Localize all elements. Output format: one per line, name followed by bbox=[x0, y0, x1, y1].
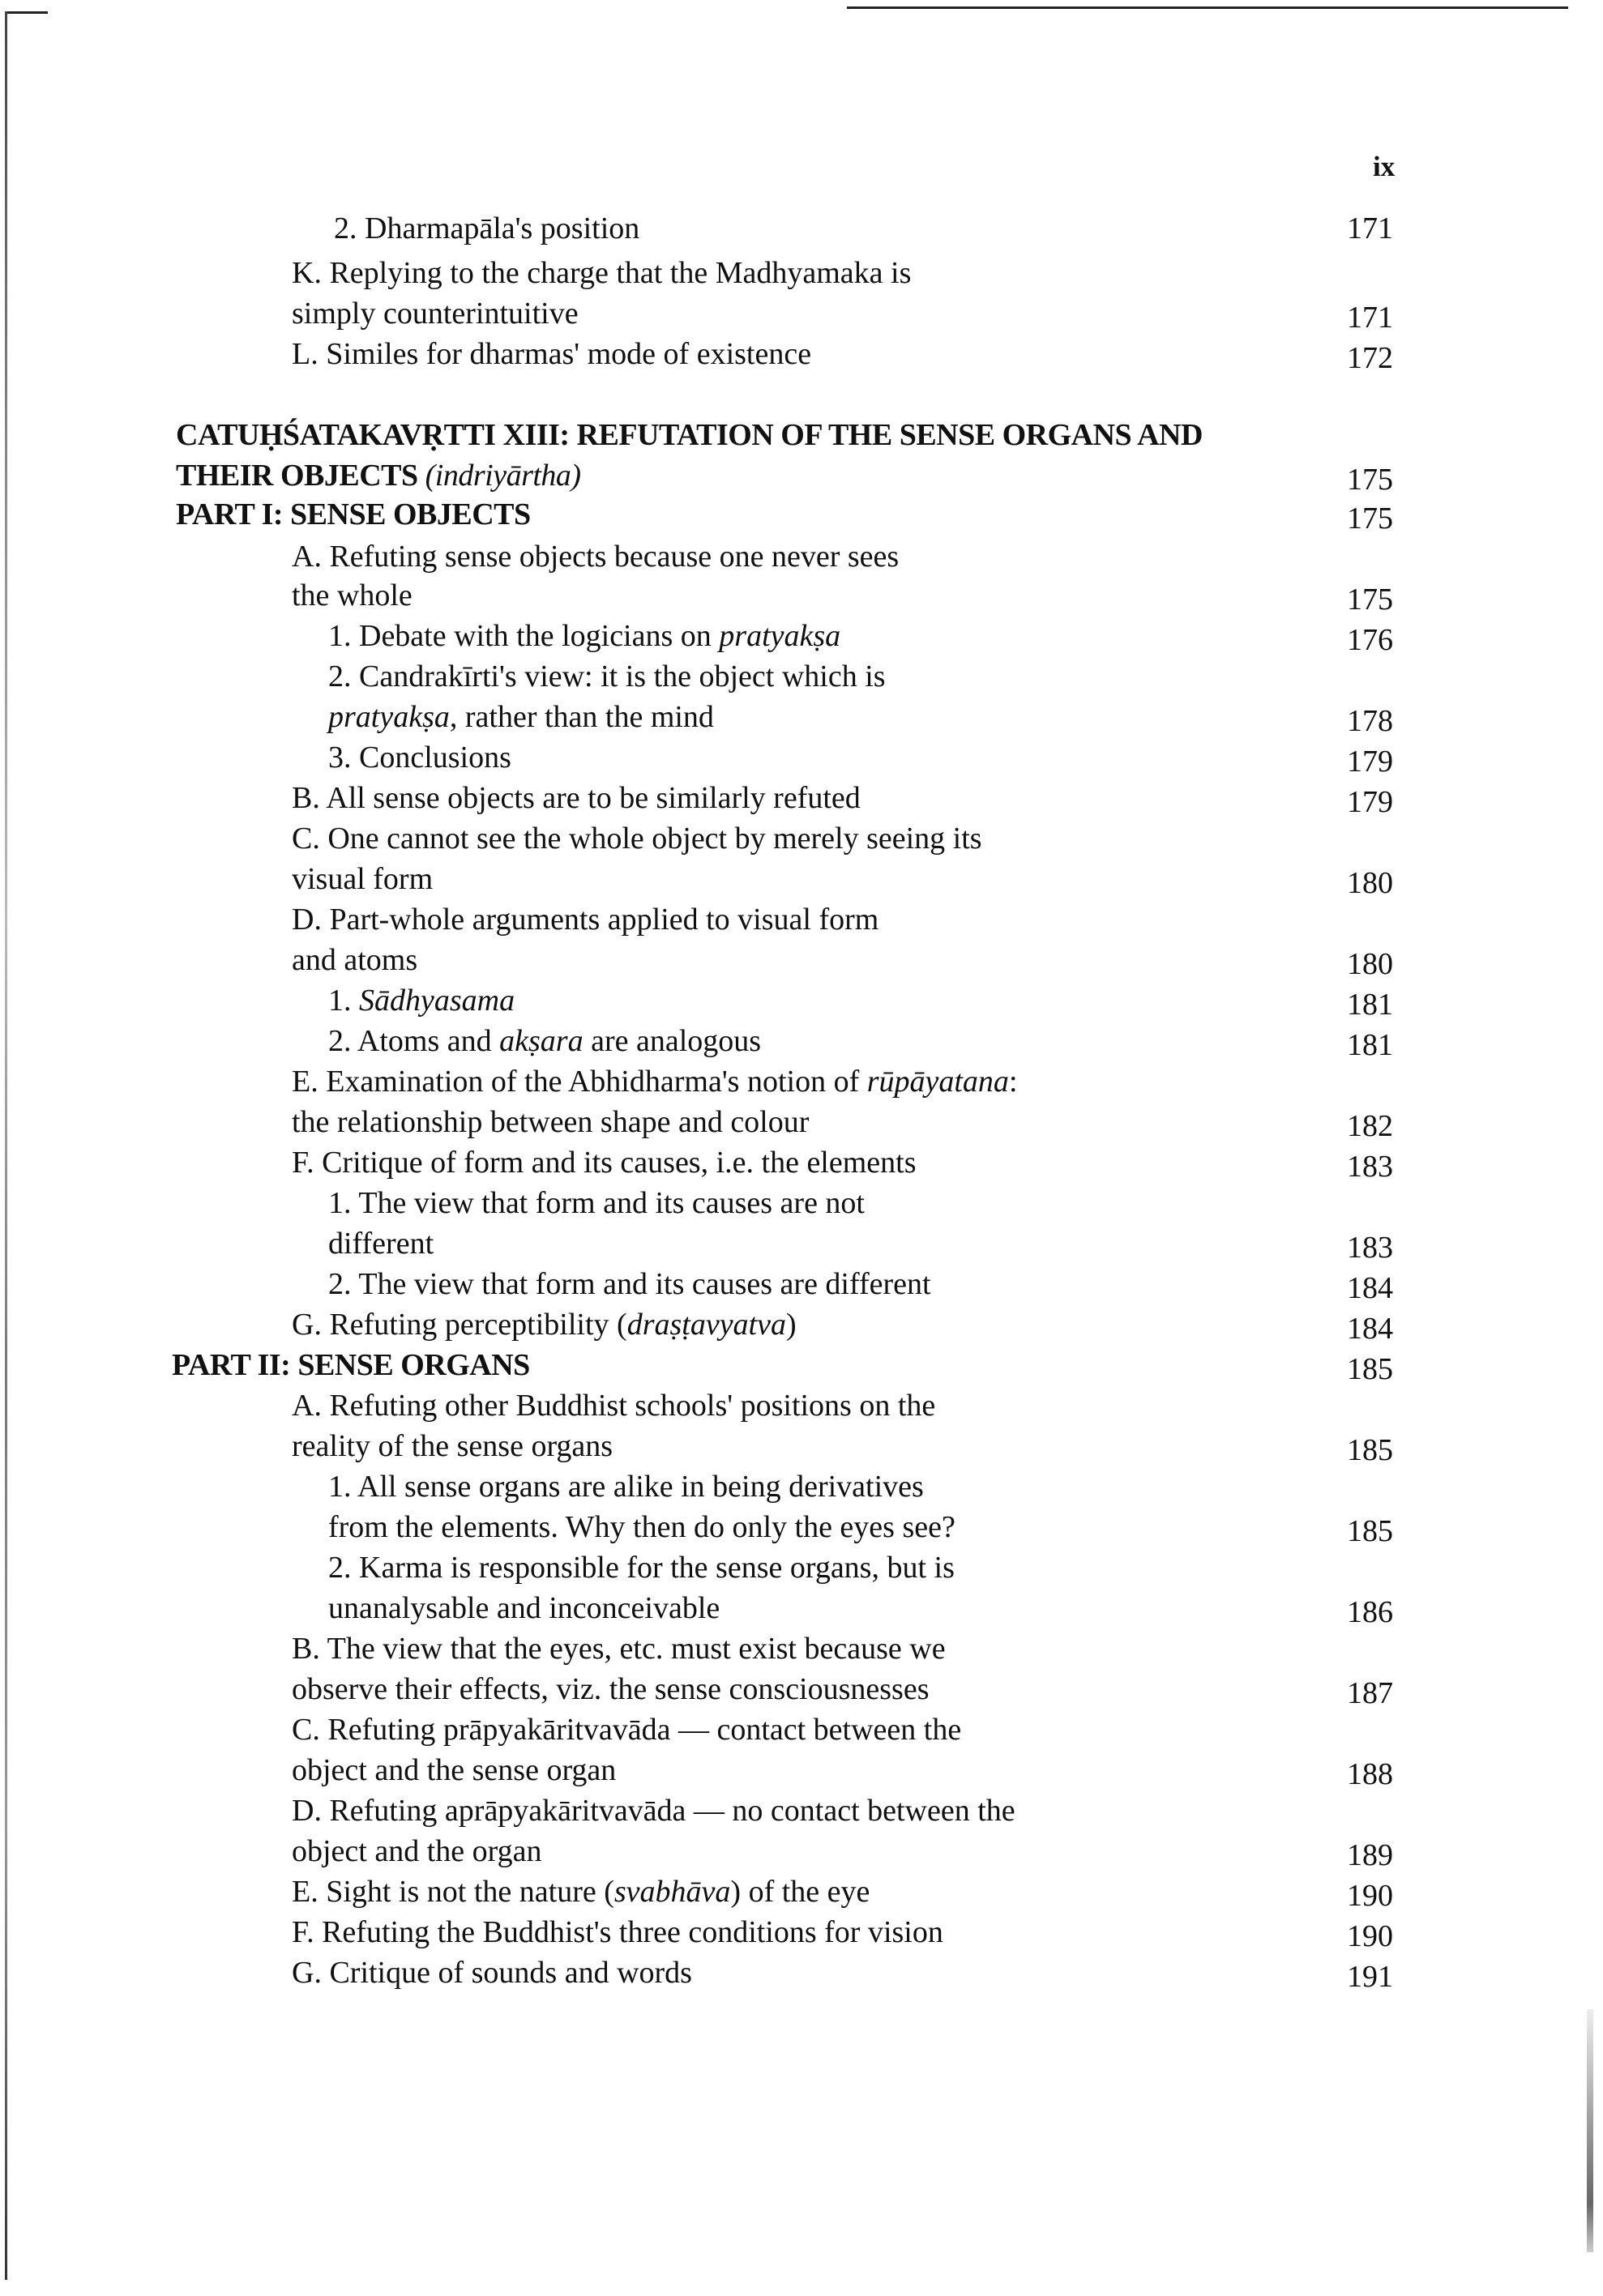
toc-entry-text bbox=[328, 702, 714, 732]
toc-entry-text: 2. Atoms and bbox=[328, 1024, 500, 1058]
toc-entry-text bbox=[292, 1876, 870, 1907]
toc-entry-page: 172 bbox=[1347, 341, 1393, 375]
page-number: ix bbox=[1373, 151, 1396, 182]
toc-entry-text: and atoms bbox=[292, 943, 418, 977]
toc-entry-page: 184 bbox=[1347, 1271, 1393, 1305]
toc-entry-italic: Sādhyasama bbox=[359, 984, 515, 1018]
toc-entry-page: 180 bbox=[1347, 947, 1393, 981]
toc-entry-text: : bbox=[1008, 1065, 1018, 1099]
scan-top-rule bbox=[847, 6, 1568, 9]
toc-entry-text: F. Refuting the Buddhist's three conditions for vision bbox=[292, 1915, 943, 1949]
toc-entry-page: 171 bbox=[1347, 211, 1393, 245]
scan-left-edge bbox=[5, 11, 7, 2280]
toc-entry-page: 188 bbox=[1347, 1757, 1393, 1791]
toc-entry-text: from the elements. Why then do only the eyes see? bbox=[328, 1510, 955, 1544]
toc-entry-text: ) bbox=[785, 1308, 797, 1342]
toc-entry-page: 175 bbox=[1347, 583, 1393, 617]
toc-entry-text bbox=[292, 1309, 797, 1340]
toc-entry-text: visual form bbox=[292, 862, 434, 896]
toc-entry-text: 1. The view that form and its causes are not bbox=[328, 1186, 865, 1220]
toc-entry-page: 171 bbox=[1347, 301, 1393, 335]
toc-entry-text bbox=[328, 621, 840, 651]
toc-entry-page: 183 bbox=[1347, 1150, 1393, 1184]
toc-entry-page: 185 bbox=[1347, 1352, 1393, 1386]
toc-entry-text: THEIR OBJECTS bbox=[176, 459, 425, 493]
toc-entry-text: E. Examination of the Abhidharma's notion of bbox=[292, 1065, 867, 1099]
part-heading: PART I: SENSE OBJECTS bbox=[176, 497, 531, 531]
toc-entry-text: C. One cannot see the whole object by merely seeing its bbox=[292, 822, 982, 856]
toc-entry-text: object and the organ bbox=[292, 1834, 542, 1868]
toc-entry-text bbox=[328, 1026, 761, 1056]
toc-entry-page: 181 bbox=[1347, 988, 1393, 1022]
toc-entry-text: 2. Dharmapāla's position bbox=[334, 211, 640, 245]
toc-entry-page: 185 bbox=[1347, 1514, 1393, 1548]
toc-entry-text: observe their effects, viz. the sense consciousnesses bbox=[292, 1672, 930, 1706]
toc-entry-italic: rūpāyatana bbox=[866, 1065, 1009, 1099]
toc-entry-text: the whole bbox=[292, 578, 413, 612]
toc-entry-page: 191 bbox=[1347, 1960, 1393, 1994]
toc-entry-text: E. Sight is not the nature ( bbox=[292, 1875, 614, 1909]
toc-entry-text: simply counterintuitive bbox=[292, 297, 579, 331]
toc-entry-text: G. Refuting perceptibility ( bbox=[292, 1308, 627, 1342]
toc-entry-page: 190 bbox=[1347, 1879, 1393, 1913]
toc-entry-text: A. Refuting other Buddhist schools' positions on the bbox=[292, 1389, 936, 1423]
scan-right-edge bbox=[1587, 2009, 1593, 2252]
toc-entry-italic: (indriyārtha) bbox=[425, 459, 581, 493]
toc-entry-text: the relationship between shape and colour bbox=[292, 1105, 810, 1139]
toc-entry-page: 186 bbox=[1347, 1595, 1393, 1629]
toc-entry-page: 182 bbox=[1347, 1109, 1393, 1143]
toc-entry-page: 179 bbox=[1347, 745, 1393, 779]
toc-entry-page: 176 bbox=[1347, 623, 1393, 657]
toc-entry-text: different bbox=[328, 1227, 434, 1261]
toc-entry-page: 179 bbox=[1347, 785, 1393, 819]
toc-entry-text: G. Critique of sounds and words bbox=[292, 1956, 692, 1990]
toc-entry-page: 184 bbox=[1347, 1312, 1393, 1346]
toc-entry-page: 175 bbox=[1347, 463, 1393, 497]
toc-entry-page: 178 bbox=[1347, 704, 1393, 738]
toc-entry-text: ) of the eye bbox=[730, 1875, 870, 1909]
chapter-heading: CATUḤŚATAKAVṚTTI XIII: REFUTATION OF THE SENSE ORGANS AND bbox=[176, 418, 1203, 452]
toc-entry-text: F. Critique of form and its causes, i.e. the elements bbox=[292, 1146, 917, 1180]
toc-entry-page: 180 bbox=[1347, 866, 1393, 900]
scan-corner-mark bbox=[5, 11, 48, 79]
toc-entry-text: L. Similes for dharmas' mode of existence bbox=[292, 337, 812, 371]
toc-entry-page: 175 bbox=[1347, 501, 1393, 536]
toc-entry-text: , rather than the mind bbox=[449, 700, 714, 734]
toc-entry-text: 2. Karma is responsible for the sense organs, but is bbox=[328, 1551, 955, 1585]
toc-entry-text: are analogous bbox=[583, 1024, 762, 1058]
toc-entry-text bbox=[328, 985, 515, 1016]
toc-entry-italic: pratyakṣa bbox=[328, 700, 450, 734]
toc-entry-page: 183 bbox=[1347, 1231, 1393, 1265]
toc-entry-text: B. The view that the eyes, etc. must exist because we bbox=[292, 1632, 946, 1666]
toc-entry-page: 189 bbox=[1347, 1838, 1393, 1872]
toc-entry-italic: draṣṭavyatva bbox=[626, 1308, 786, 1342]
toc-entry-text: 1. bbox=[328, 984, 359, 1018]
toc-entry-text: 1. Debate with the logicians on bbox=[328, 619, 720, 653]
toc-entry-text: 1. All sense organs are alike in being derivatives bbox=[328, 1470, 924, 1504]
toc-entry-text: 2. Candrakīrti's view: it is the object which is bbox=[328, 659, 886, 693]
toc-entry-text: D. Part-whole arguments applied to visual form bbox=[292, 903, 879, 937]
toc-entry-page: 190 bbox=[1347, 1919, 1393, 1953]
toc-entry-text: C. Refuting prāpyakāritvavāda — contact between the bbox=[292, 1713, 962, 1747]
toc-entry-page: 185 bbox=[1347, 1433, 1393, 1467]
toc-entry-text: unanalysable and inconceivable bbox=[328, 1591, 720, 1625]
toc-entry-italic: svabhāva bbox=[613, 1875, 731, 1909]
toc-entry-text bbox=[292, 1066, 1018, 1097]
toc-entry-text: K. Replying to the charge that the Madhyamaka is bbox=[292, 256, 912, 290]
toc-entry-page: 187 bbox=[1347, 1676, 1393, 1710]
toc-entry-text: 3. Conclusions bbox=[328, 740, 511, 775]
toc-entry-text: B. All sense objects are to be similarly refuted bbox=[292, 781, 861, 815]
part-heading: PART II: SENSE ORGANS bbox=[172, 1348, 530, 1382]
toc-entry-text: object and the sense organ bbox=[292, 1753, 617, 1787]
toc-entry-text: reality of the sense organs bbox=[292, 1429, 613, 1463]
toc-entry-text: A. Refuting sense objects because one never sees bbox=[292, 540, 900, 574]
chapter-heading-cont bbox=[176, 460, 581, 491]
toc-entry-page: 181 bbox=[1347, 1028, 1393, 1062]
toc-entry-italic: akṣara bbox=[499, 1024, 583, 1058]
toc-entry-italic: pratyakṣa bbox=[719, 619, 841, 653]
toc-entry-text: 2. The view that form and its causes are different bbox=[328, 1267, 931, 1301]
toc-entry-text: D. Refuting aprāpyakāritvavāda — no contact between the bbox=[292, 1794, 1015, 1828]
